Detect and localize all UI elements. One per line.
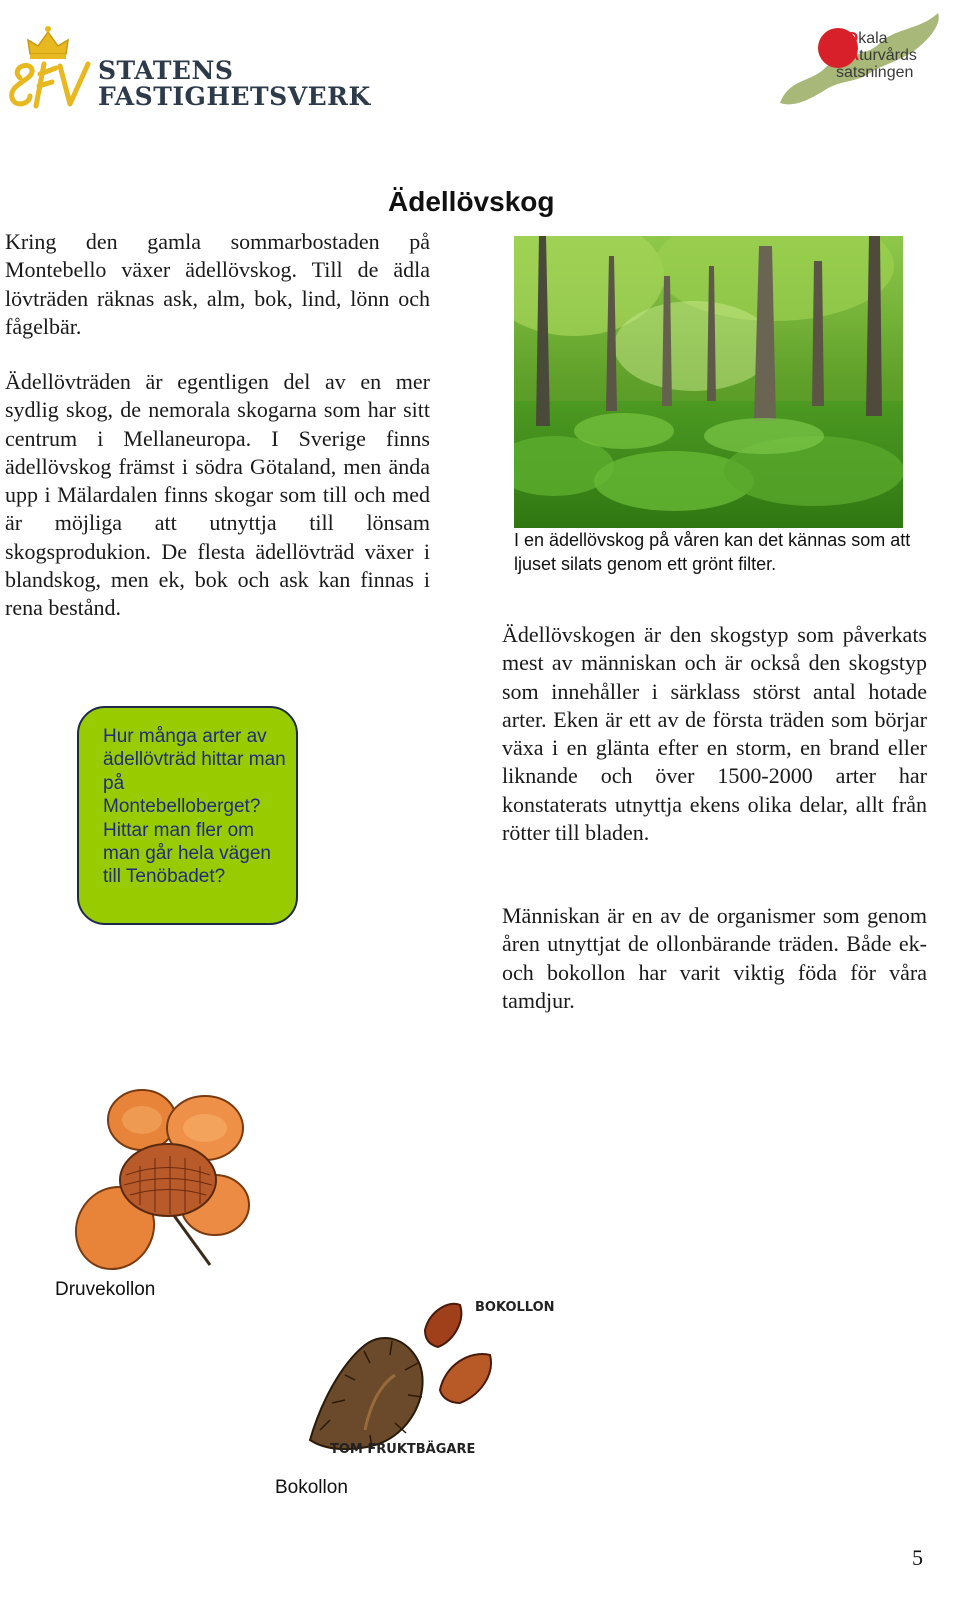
crown-monogram-icon [0,18,100,118]
acorn-use-paragraph: Människan är en av de organismer som genom åren utnyttjat de ollonbärande träden. Både ek- och bokollon har varit viktig föda för våra tamdjur. [502,903,927,1013]
page-title: Ädellövskog [388,186,555,217]
beechnut-illustration [290,1285,570,1465]
sfv-wordmark-line2: FASTIGHETSVERK [98,82,371,111]
lona-kala: kala [858,30,888,47]
page-number: 5 [912,1545,923,1570]
lona-turvards: turvårds [859,47,917,64]
intro-paragraph: Kring den gamla sommarbostaden på Montebello växer ädellövskog. Till de ädla lövträden räknas ask, alm, bok, lind, lönn och fågelbär. [5,229,430,339]
sfv-wordmark-line1: STATENS [98,56,234,85]
acorn-illustration [60,1080,290,1280]
acorn-label: Druvekollon [55,1279,156,1300]
sketch-label-bokollon: BOKOLLON [475,1300,555,1315]
lona-satsningen: satsningen [836,64,914,81]
sfv-wordmark [98,58,371,110]
lona-na: NA [836,47,860,64]
photo-caption: I en ädellövskog på våren kan det kännas som att ljuset silats genom ett grönt filter. [514,530,911,574]
human-impact-paragraph: Ädellövskogen är den skogstyp som påverkats mest av människan och är också den skogstyp som innehåller i särklass störst antal hotade arter. Eken är ett av de första träden som börjar växa i en glänta efter en storm, en brand eller liknande och över 1500-2000 arter har konstaterats utnyttja ekens olika delar, allt från rötter till bladen. [502,622,927,846]
question-box: Hur många arter av ädellövträd hittar man på Montebelloberget? Hittar man fler om man går hela vägen till Tenöbadet? [77,706,298,925]
nemoral-paragraph: Ädellövträden är egentligen del av en mer sydlig skog, de nemorala skogarna som har sitt centrum i Mellaneuropa. I Sverige finns ädellövskog främst i södra Götaland, men ända upp i Mälardalen finns skogar som till och med är möjliga att utnyttja till lönsam skogsprodukion. De flesta ädellövträd växer i blandskog, men ek, bok och ask kan finnas i rena bestånd. [5,369,430,621]
lona-lo: LO [836,30,859,47]
forest-photo [514,236,903,528]
sketch-label-fruktbagare: TOM FRUKTBÄGARE [330,1442,476,1457]
lona-wordmark [836,30,917,81]
beechnut-label: Bokollon [275,1477,348,1498]
